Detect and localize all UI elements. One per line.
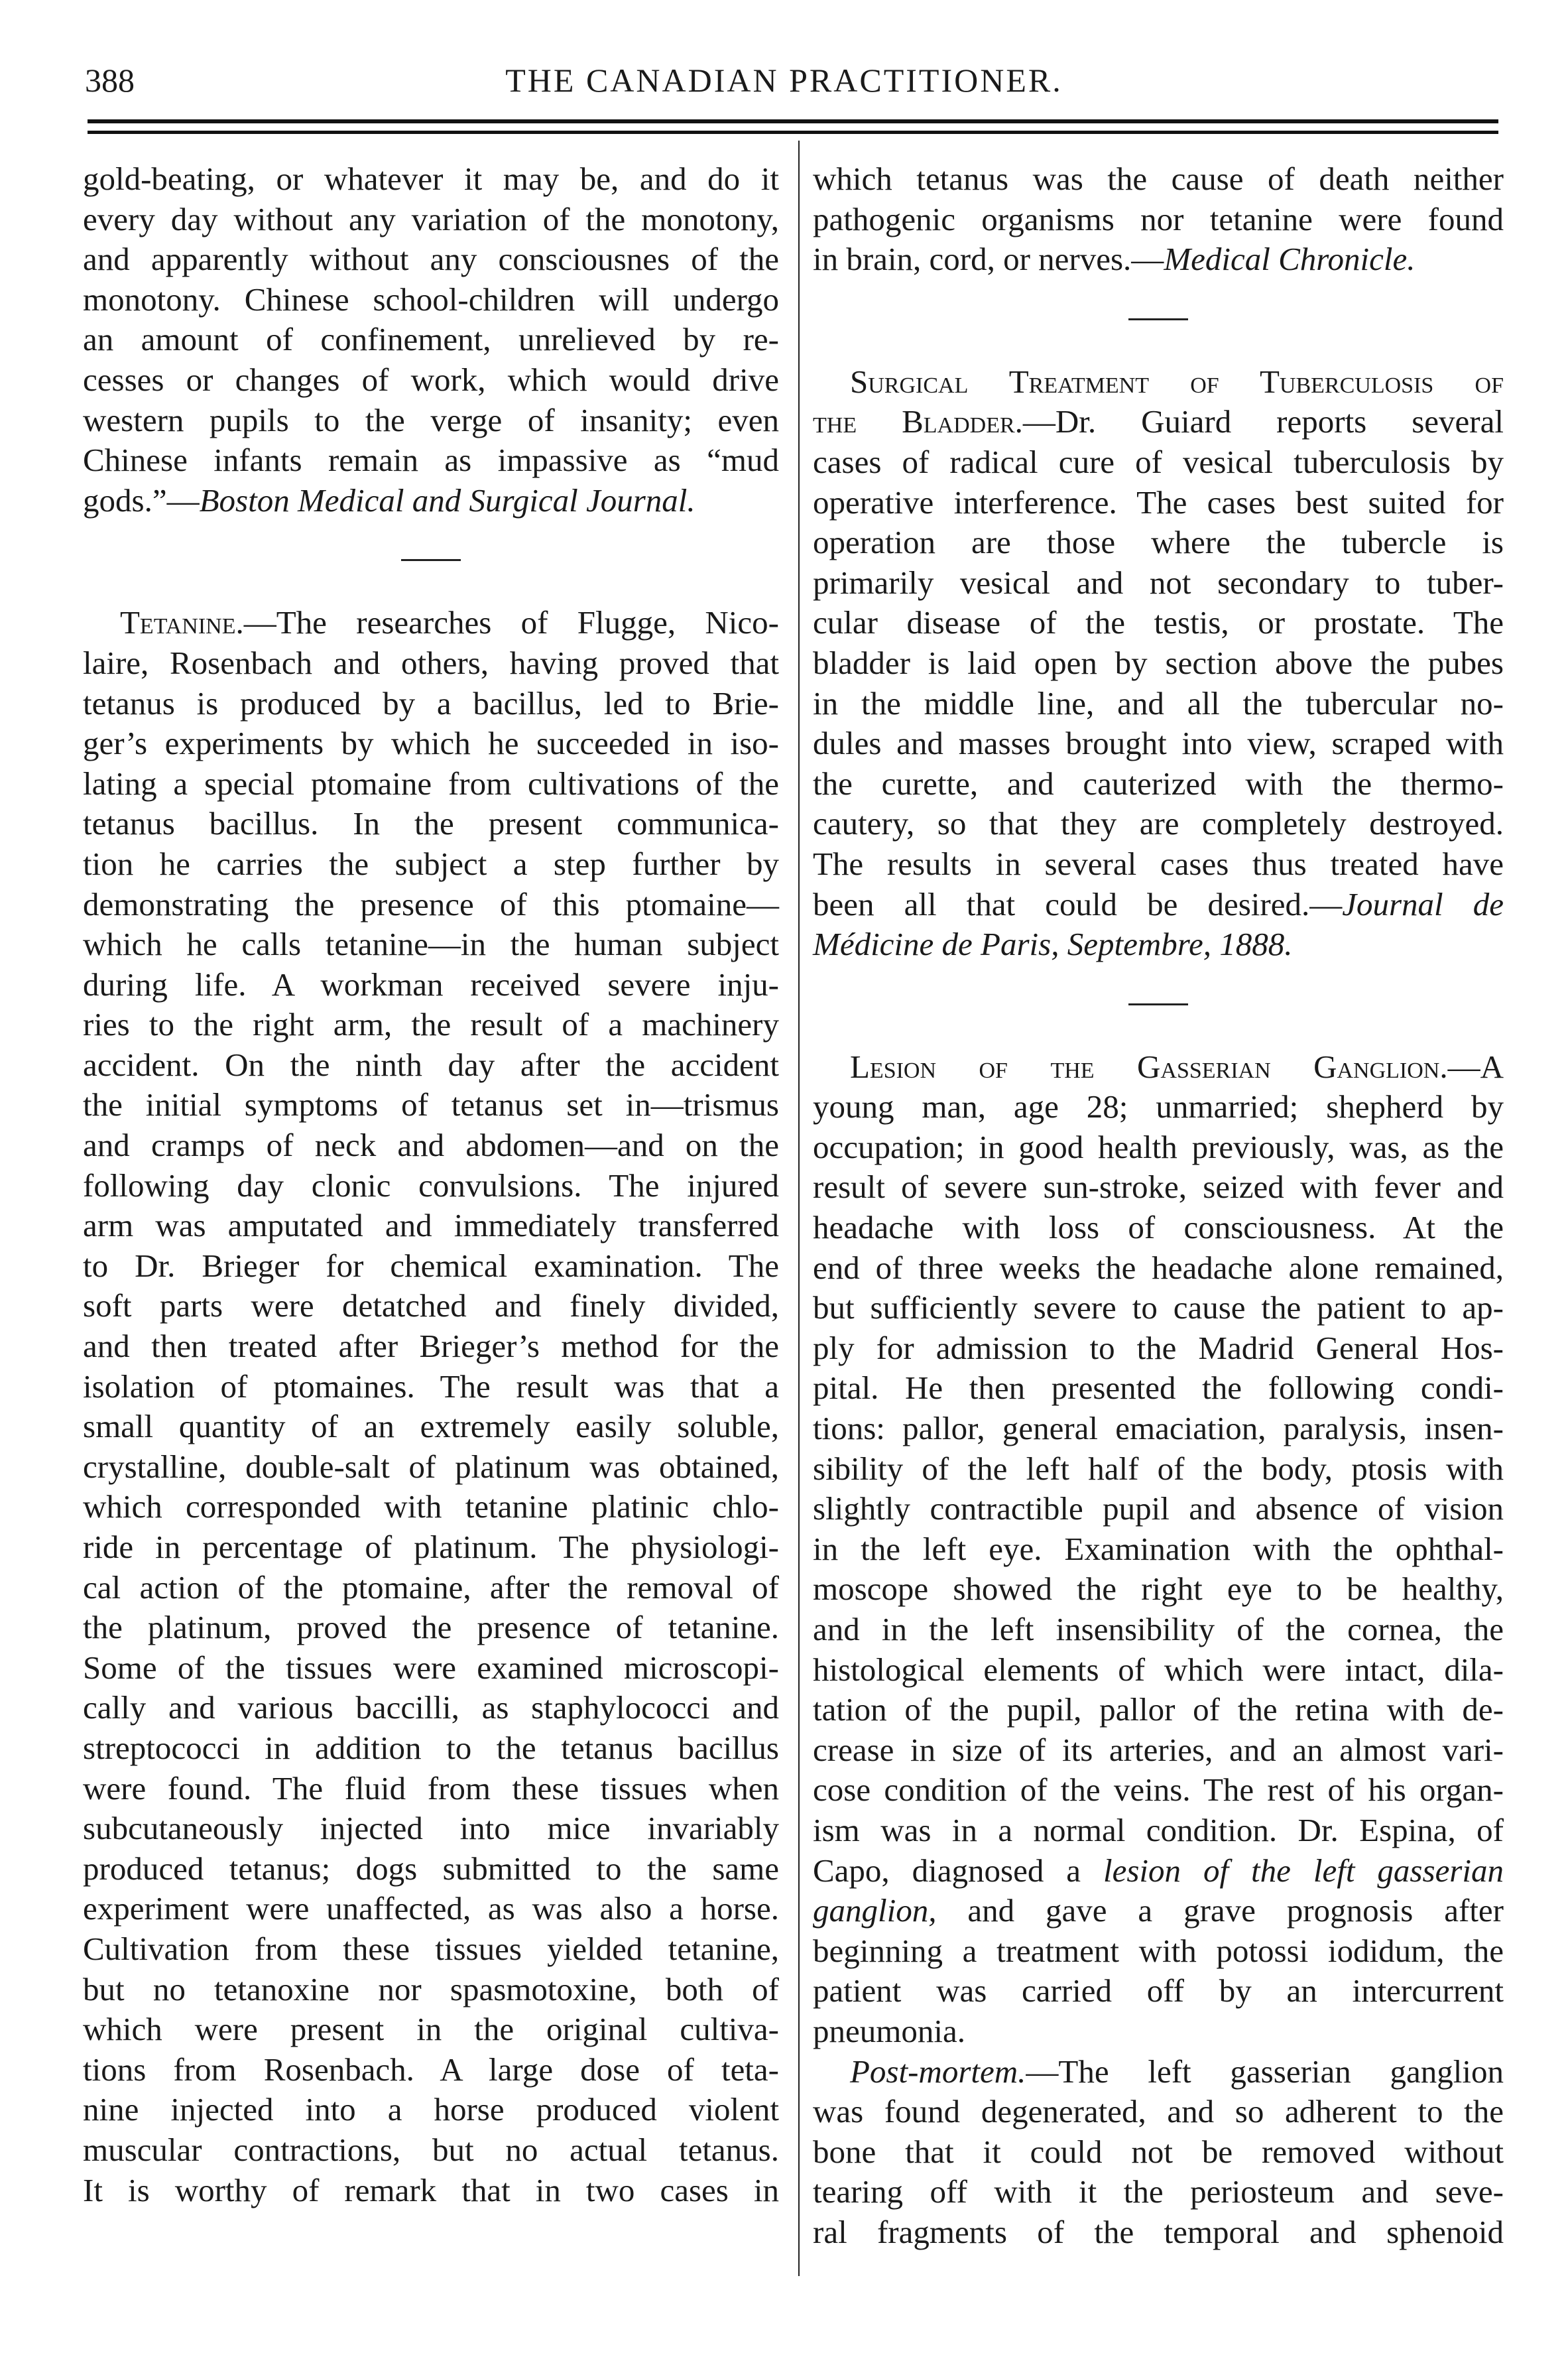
header-rule-top <box>88 119 1498 123</box>
text-line <box>813 1087 1504 1127</box>
text-line <box>83 965 779 1005</box>
paragraph <box>813 1047 1504 2052</box>
paragraph <box>83 603 779 2210</box>
text-run: crease in size of its arteries, and an almost vari- <box>813 1731 1504 1768</box>
text-run: —Dr. Guiard reports several <box>1022 403 1504 440</box>
text-line <box>813 2092 1504 2132</box>
text-line <box>83 1045 779 1086</box>
text-line <box>83 1970 779 2010</box>
text-line <box>83 1246 779 1287</box>
text-line <box>83 1206 779 1246</box>
text-line <box>813 764 1504 804</box>
text-line <box>83 1125 779 1166</box>
text-line <box>83 1166 779 1206</box>
text-run: —The left gasserian ganglion <box>1026 2053 1504 2090</box>
text-line <box>83 1849 779 1889</box>
text-line <box>813 1569 1504 1610</box>
section-heading: Lesion of the Gasserian Ganglion. <box>850 1048 1448 1085</box>
text-run: streptococci in addition to the tetanus bacillus <box>83 1729 779 1766</box>
text-line <box>813 159 1504 200</box>
text-line <box>813 724 1504 764</box>
text-run: ral fragments of the temporal and sphenoid <box>813 2213 1504 2250</box>
text-line <box>83 844 779 885</box>
text-line <box>813 483 1504 523</box>
text-line <box>813 1489 1504 1529</box>
text-run: cular disease of the testis, or prostate. The <box>813 604 1504 641</box>
text-line <box>83 1608 779 1648</box>
text-run: dules and masses brought into view, scraped with <box>813 725 1504 762</box>
text-run: soft parts were detatched and finely divided, <box>83 1287 779 1324</box>
text-run: cautery, so that they are completely destroyed. <box>813 805 1504 842</box>
italic-text: Post-mortem. <box>850 2053 1026 2090</box>
text-run: western pupils to the verge of insanity; even <box>83 401 779 438</box>
text-run: Some of the tissues were examined microscopi- <box>83 1649 779 1686</box>
text-run: Chinese infants remain as impassive as “mud <box>83 442 779 479</box>
text-run: tions: pallor, general emaciation, paralysis, insen- <box>813 1410 1504 1447</box>
text-line <box>83 2009 779 2050</box>
text-run: tetanus is produced by a bacillus, led to Brie- <box>83 684 779 722</box>
text-run: histological elements of which were intact, dila- <box>813 1651 1504 1688</box>
text-line <box>83 2130 779 2171</box>
text-line <box>813 362 1504 403</box>
text-run: the platinum, proved the presence of tetanine. <box>83 1609 779 1646</box>
text-run: was found degenerated, and so adherent to the <box>813 2093 1504 2130</box>
text-run: in the middle line, and all the tubercular no- <box>813 684 1504 722</box>
text-line <box>83 684 779 724</box>
text-line <box>813 1248 1504 1289</box>
text-line <box>83 1527 779 1568</box>
text-line <box>83 1889 779 1929</box>
text-run: cal action of the ptomaine, after the removal of <box>83 1568 779 1606</box>
text-run: cesses or changes of work, which would drive <box>83 361 779 398</box>
text-line <box>813 804 1504 844</box>
text-line <box>83 1809 779 1849</box>
text-line <box>813 1208 1504 1248</box>
text-run: operation are those where the tubercle is <box>813 524 1504 561</box>
text-line <box>83 1085 779 1125</box>
paragraph <box>813 362 1504 965</box>
text-run: young man, age 28; unmarried; shepherd by <box>813 1088 1504 1125</box>
text-run: laire, Rosenbach and others, having proved that <box>83 644 779 681</box>
text-run: lating a special ptomaine from cultivations of the <box>83 765 779 802</box>
text-line <box>813 1368 1504 1409</box>
text-line <box>83 1929 779 1970</box>
text-line <box>83 239 779 280</box>
text-line <box>813 924 1504 965</box>
text-run: experiment were unaffected, as was also a horse. <box>83 1890 779 1927</box>
text-run: The results in several cases thus treated have <box>813 845 1504 882</box>
text-run: every day without any variation of the monotony, <box>83 200 779 237</box>
text-line <box>83 1728 779 1769</box>
text-line <box>83 1688 779 1728</box>
text-run: Capo, diagnosed a <box>813 1852 1103 1889</box>
text-run: ries to the right arm, the result of a machinery <box>83 1006 779 1043</box>
text-run: tions from Rosenbach. A large dose of teta- <box>83 2051 779 2088</box>
text-line <box>813 2132 1504 2173</box>
text-run: in brain, cord, or nerves.— <box>813 241 1164 278</box>
text-line <box>813 643 1504 684</box>
text-line <box>83 924 779 965</box>
text-line <box>83 1568 779 1608</box>
text-line <box>83 1447 779 1488</box>
italic-text: Médicine de Paris, Septembre, 1888. <box>813 926 1293 963</box>
text-run: and gave a grave prognosis after <box>936 1892 1504 1929</box>
text-line <box>83 724 779 764</box>
text-line <box>813 1891 1504 1931</box>
section-heading: the Bladder. <box>813 403 1023 440</box>
text-line <box>83 2090 779 2130</box>
text-run: occupation; in good health previously, was, as the <box>813 1128 1504 1165</box>
text-run: —The researches of Flugge, Nico- <box>243 604 779 641</box>
text-line <box>813 1328 1504 1369</box>
text-line <box>83 804 779 844</box>
text-run: which he calls tetanine—in the human subject <box>83 926 779 963</box>
text-line <box>83 320 779 360</box>
text-line <box>813 1770 1504 1811</box>
text-line <box>813 1650 1504 1690</box>
text-line <box>813 603 1504 643</box>
text-line <box>813 1730 1504 1771</box>
text-line <box>83 1407 779 1447</box>
text-line <box>813 402 1504 442</box>
text-run: Cultivation from these tissues yielded tetanine, <box>83 1930 779 1967</box>
text-line <box>83 764 779 804</box>
text-line <box>813 2011 1504 2052</box>
text-run: gold-beating, or whatever it may be, and do it <box>83 160 779 197</box>
text-run: moscope showed the right eye to be healthy, <box>813 1570 1504 1608</box>
italic-text: Medical Chronicle. <box>1164 241 1416 278</box>
text-run: the initial symptoms of tetanus set in—trismus <box>83 1086 779 1123</box>
text-run: pathogenic organisms nor tetanine were found <box>813 200 1504 237</box>
left-column <box>83 159 779 2210</box>
italic-text: lesion of the left gasserian <box>1103 1852 1504 1889</box>
text-run: subcutaneously injected into mice invariably <box>83 1810 779 1847</box>
text-run: been all that could be desired.— <box>813 885 1343 923</box>
paragraph <box>83 159 779 521</box>
text-run: cose condition of the veins. The rest of his organ- <box>813 1771 1504 1809</box>
text-run: operative interference. The cases best suited for <box>813 483 1504 521</box>
text-run: during life. A workman received severe inju- <box>83 966 779 1003</box>
paragraph <box>813 2052 1504 2253</box>
text-line <box>813 2052 1504 2092</box>
italic-text: Boston Medical and Surgical Journal. <box>199 481 695 519</box>
text-line <box>83 1286 779 1326</box>
header-rule-bottom <box>88 131 1498 134</box>
text-line <box>83 1367 779 1407</box>
section-separator <box>813 965 1504 1047</box>
text-line <box>813 1127 1504 1168</box>
text-run: which were present in the original cultiva- <box>83 2011 779 2048</box>
text-line <box>813 1811 1504 1851</box>
text-line <box>813 1610 1504 1650</box>
text-line <box>83 1769 779 1809</box>
text-line <box>813 1047 1504 1088</box>
text-run: bladder is laid open by section above the pubes <box>813 644 1504 681</box>
text-run: pneumonia. <box>813 2012 965 2049</box>
text-run: ride in percentage of platinum. The physiologi- <box>83 1529 779 1565</box>
text-run: accident. On the ninth day after the accident <box>83 1046 779 1083</box>
text-run: tion he carries the subject a step further by <box>83 845 779 882</box>
section-heading: Tetanine. <box>120 604 244 641</box>
text-run: ism was in a normal condition. Dr. Espina, of <box>813 1811 1504 1848</box>
text-line <box>813 200 1504 240</box>
text-run: arm was amputated and immediately transferred <box>83 1207 779 1244</box>
text-run: and in the left insensibility of the cornea, the <box>813 1611 1504 1647</box>
text-line <box>813 1409 1504 1449</box>
text-line <box>813 1851 1504 1891</box>
running-head-title: THE CANADIAN PRACTITIONER. <box>505 62 1063 99</box>
text-run: ger’s experiments by which he succeeded in iso- <box>83 725 779 762</box>
text-line <box>813 1449 1504 1490</box>
text-run: to Dr. Brieger for chemical examination. The <box>83 1247 779 1284</box>
text-line <box>813 1690 1504 1730</box>
text-run: an amount of confinement, unrelieved by re- <box>83 321 779 358</box>
text-line <box>83 2050 779 2090</box>
text-line <box>83 2171 779 2211</box>
section-heading: Surgical Treatment of Tuberculosis of <box>850 363 1504 400</box>
text-line <box>813 684 1504 724</box>
text-line <box>83 401 779 441</box>
text-run: which tetanus was the cause of death neither <box>813 160 1504 197</box>
text-run: small quantity of an extremely easily soluble, <box>83 1408 779 1445</box>
text-run: and then treated after Brieger’s method for the <box>83 1328 779 1365</box>
text-run: headache with loss of consciousness. At the <box>813 1209 1504 1246</box>
section-separator <box>813 280 1504 362</box>
text-run: isolation of ptomaines. The result was that a <box>83 1368 779 1405</box>
text-line <box>83 1487 779 1527</box>
text-run: the curette, and cauterized with the thermo- <box>813 765 1504 802</box>
text-line <box>813 1931 1504 1972</box>
text-line <box>813 2172 1504 2212</box>
text-run: monotony. Chinese school-children will undergo <box>83 281 779 318</box>
text-run: beginning a treatment with potossi iodidum, the <box>813 1932 1504 1969</box>
text-run: were found. The fluid from these tissues when <box>83 1769 779 1807</box>
text-line <box>813 2212 1504 2253</box>
text-line <box>83 440 779 481</box>
text-line <box>83 1648 779 1688</box>
text-line <box>813 1288 1504 1328</box>
text-line <box>813 885 1504 925</box>
text-run: and apparently without any consciousnes of the <box>83 241 779 278</box>
italic-text: ganglion, <box>813 1892 937 1929</box>
text-run: tetanus bacillus. In the present communica- <box>83 805 779 842</box>
text-line <box>83 360 779 401</box>
text-run: and cramps of neck and abdomen—and on the <box>83 1127 779 1164</box>
text-run: cases of radical cure of vesical tuberculosis by <box>813 443 1504 480</box>
text-run: end of three weeks the headache alone remained, <box>813 1249 1504 1286</box>
text-run: demonstrating the presence of this ptomaine— <box>83 885 779 923</box>
text-run: primarily vesical and not secondary to tuber- <box>813 564 1504 601</box>
text-line <box>813 1529 1504 1570</box>
text-line <box>83 280 779 320</box>
text-run: but sufficiently severe to cause the patient to ap- <box>813 1289 1504 1326</box>
right-column <box>813 159 1504 2253</box>
text-line <box>813 563 1504 604</box>
text-line <box>83 603 779 643</box>
section-separator <box>83 521 779 603</box>
text-line <box>83 200 779 240</box>
text-line <box>83 1005 779 1045</box>
column-divider <box>798 141 800 2276</box>
text-run: which corresponded with tetanine platinic chlo- <box>83 1488 779 1525</box>
text-line <box>83 159 779 200</box>
text-run: muscular contractions, but no actual tetanus. <box>83 2131 779 2168</box>
text-line <box>83 643 779 684</box>
text-run: sibility of the left half of the body, ptosis with <box>813 1450 1504 1487</box>
text-run: produced tetanus; dogs submitted to the same <box>83 1850 779 1887</box>
text-line <box>813 442 1504 483</box>
text-run: cally and various baccilli, as staphylococci and <box>83 1689 779 1726</box>
text-run: patient was carried off by an intercurrent <box>813 1972 1504 2009</box>
text-run: in the left eye. Examination with the ophthal- <box>813 1530 1504 1567</box>
text-run: crystalline, double-salt of platinum was obtained, <box>83 1448 779 1485</box>
text-run: —A <box>1447 1048 1504 1085</box>
text-line <box>83 481 779 521</box>
text-line <box>813 523 1504 563</box>
text-run: gods.”— <box>83 481 200 519</box>
text-line <box>813 844 1504 885</box>
text-run: tearing off with it the periosteum and seve- <box>813 2173 1504 2210</box>
text-run: nine injected into a horse produced violent <box>83 2091 779 2128</box>
text-run: It is worthy of remark that in two cases in <box>83 2171 779 2208</box>
text-run: following day clonic convulsions. The injured <box>83 1167 779 1204</box>
text-line <box>813 1971 1504 2011</box>
text-line <box>813 1167 1504 1208</box>
text-line <box>83 885 779 925</box>
text-run: tation of the pupil, pallor of the retina with de- <box>813 1691 1504 1728</box>
text-run: bone that it could not be removed without <box>813 2133 1504 2170</box>
text-run: slightly contractible pupil and absence of vision <box>813 1490 1504 1527</box>
text-line <box>813 239 1504 280</box>
text-run: but no tetanoxine nor spasmotoxine, both of <box>83 1970 779 2007</box>
paragraph <box>813 159 1504 280</box>
text-run: ply for admission to the Madrid General Hos- <box>813 1329 1504 1366</box>
text-run: result of severe sun-stroke, seized with fever and <box>813 1169 1504 1206</box>
page-number: 388 <box>85 62 135 99</box>
text-line <box>83 1326 779 1367</box>
text-run: pital. He then presented the following condi- <box>813 1369 1504 1407</box>
italic-text: Journal de <box>1342 885 1504 923</box>
